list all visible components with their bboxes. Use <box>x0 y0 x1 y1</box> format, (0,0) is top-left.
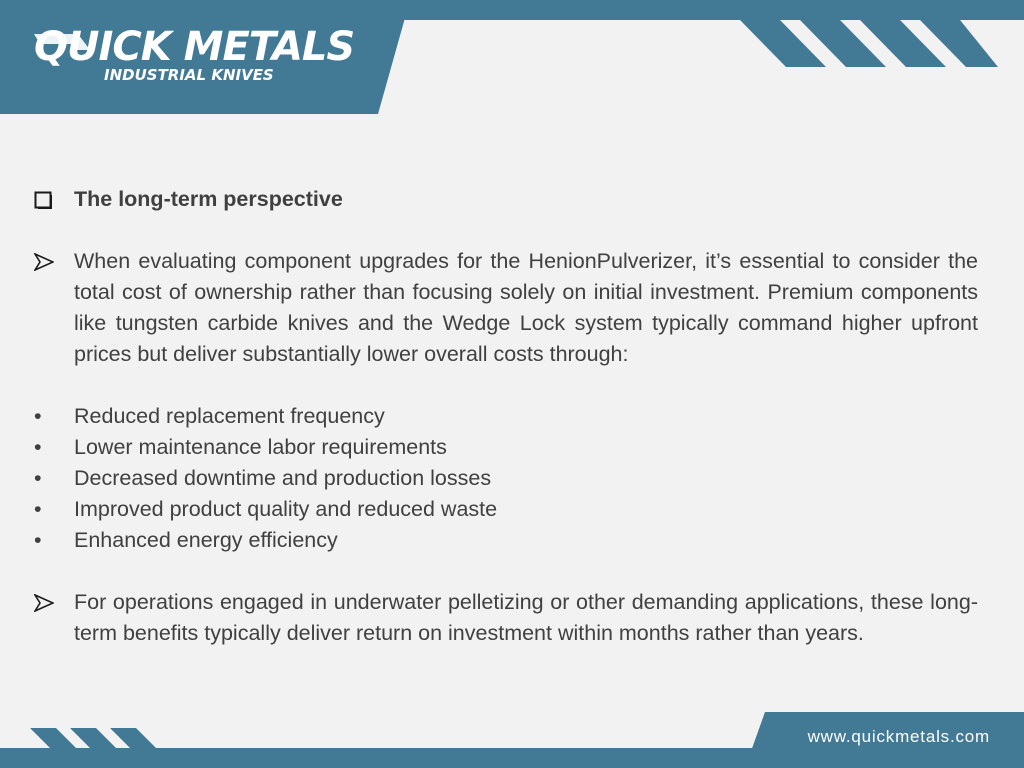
list-item <box>34 401 978 432</box>
footer-stripes-decoration <box>30 728 170 750</box>
section-heading <box>34 184 978 215</box>
list-item-text: Reduced replacement frequency <box>74 404 385 428</box>
section-heading-text: The long-term perspective <box>74 187 343 211</box>
list-item <box>34 432 978 463</box>
list-item-text: Enhanced energy efficiency <box>74 528 338 552</box>
dot-bullet-icon: • <box>34 435 42 459</box>
dot-bullet-icon: • <box>34 497 42 521</box>
intro-paragraph <box>34 246 978 370</box>
conclusion-paragraph <box>34 587 978 649</box>
website-link[interactable]: www.quickmetals.com <box>807 727 990 746</box>
brand-name: QUICK METALS <box>34 24 355 70</box>
header-stripes-decoration <box>740 20 1000 68</box>
dot-bullet-icon: • <box>34 404 42 428</box>
dot-bullet-icon: • <box>34 528 42 552</box>
brand-tagline: INDUSTRIAL KNIVES <box>104 66 274 84</box>
arrow-bullet-icon <box>34 587 66 618</box>
list-item-text: Lower maintenance labor requirements <box>74 435 447 459</box>
slide-content <box>34 184 978 649</box>
dot-bullet-icon: • <box>34 466 42 490</box>
arrow-bullet-icon <box>34 246 66 277</box>
intro-text: When evaluating component upgrades for the HenionPulverizer, it’s essential to consider the total cost of ownership rather than focusing solely on initial investment. Premium components like tungsten carbide knives and the Wedge Lock system typically command higher upfront prices but deliver substantially lower overall costs through: <box>74 249 978 366</box>
list-item <box>34 525 978 556</box>
list-item <box>34 463 978 494</box>
list-item-text: Improved product quality and reduced waste <box>74 497 498 521</box>
conclusion-text: For operations engaged in underwater pelletizing or other demanding applications, these long-term benefits typically deliver return on investment within months rather than years. <box>74 590 978 645</box>
list-item-text: Decreased downtime and production losses <box>74 466 492 490</box>
list-item <box>34 494 978 525</box>
hollow-square-bullet-icon <box>34 184 66 215</box>
